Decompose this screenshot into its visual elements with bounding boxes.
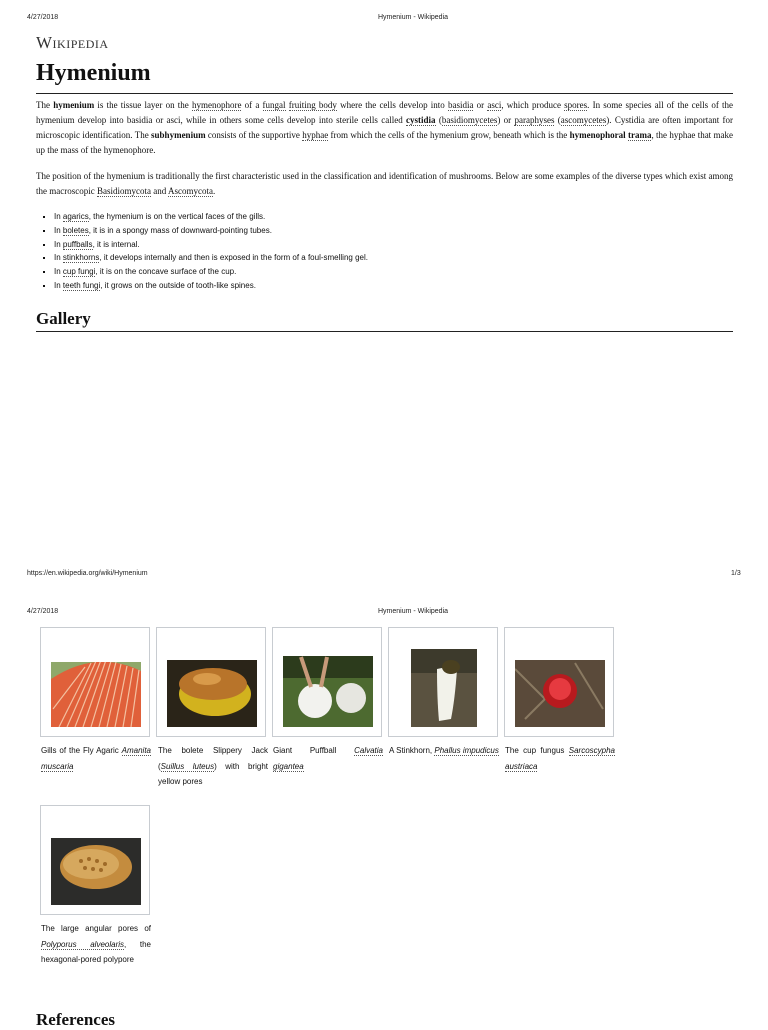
cup-fungus-image bbox=[515, 639, 605, 727]
gallery-thumb-slippery-jack[interactable] bbox=[156, 627, 266, 737]
print-page-number: 1/3 bbox=[731, 570, 741, 577]
page-title: Hymenium bbox=[36, 60, 151, 86]
print-title-2: Hymenium - Wikipedia bbox=[378, 608, 449, 615]
list-item: ▪ In cup fungi, it is on the concave surface of the cup. bbox=[54, 265, 744, 279]
link-spores[interactable]: spores bbox=[564, 100, 588, 110]
gallery-caption-3: Giant Puffball Calvatia gigantea bbox=[273, 746, 383, 771]
link-basidiomycota[interactable]: Basidiomycota bbox=[96, 186, 151, 196]
gallery-thumb-giant-puffball[interactable] bbox=[272, 627, 382, 737]
gallery-caption-6: The large angular pores of Polyporus alveolaris, the hexagonal-pored polypore bbox=[41, 924, 151, 964]
link-phallus-impudicus[interactable]: Phallus impudicus bbox=[434, 746, 499, 755]
link-cup-fungi[interactable]: cup fungi bbox=[62, 267, 96, 277]
slippery-jack-image bbox=[167, 639, 257, 727]
link-asci[interactable]: asci bbox=[487, 100, 502, 110]
gallery-thumb-cup-fungus[interactable] bbox=[504, 627, 614, 737]
print-url: https://en.wikipedia.org/wiki/Hymenium bbox=[27, 570, 148, 577]
title-rule bbox=[36, 93, 733, 94]
gallery-rule bbox=[36, 331, 733, 332]
gallery-thumb-fly-agaric[interactable] bbox=[40, 627, 150, 737]
gallery-caption-2: The bolete Slippery Jack (Suillus luteus) with bright yellow pores bbox=[158, 746, 268, 786]
wikipedia-logo[interactable]: Wikipedia bbox=[36, 33, 109, 52]
list-item: ▪ In puffballs, it is internal. bbox=[54, 238, 744, 252]
polyporus-image bbox=[51, 817, 141, 905]
gallery-caption-1: Gills of the Fly Agaric Amanita muscaria bbox=[41, 746, 151, 771]
link-boletes[interactable]: boletes bbox=[62, 225, 89, 235]
list-item: ▪ In teeth fungi, it grows on the outside of tooth-like spines. bbox=[54, 279, 744, 293]
gallery-heading: Gallery bbox=[36, 309, 91, 328]
link-polyporus-alveolaris[interactable]: Polyporus alveolaris bbox=[41, 939, 125, 949]
link-trama[interactable]: trama bbox=[627, 130, 652, 140]
link-fruiting-body[interactable]: fruiting body bbox=[288, 100, 337, 110]
list-item: ▪ In stinkhorns, it develops internally and then is exposed in the form of a foul-smelling gel. bbox=[54, 251, 744, 265]
references-heading: References bbox=[36, 1010, 115, 1029]
link-paraphyses[interactable]: paraphyses bbox=[514, 115, 555, 125]
link-sarcoscypha-austriaca[interactable]: Sarcoscypha austriaca bbox=[505, 746, 615, 771]
term-subhymenium: subhymenium bbox=[151, 130, 206, 140]
list-item: ▪ In boletes, it is in a spongy mass of downward-pointing tubes. bbox=[54, 224, 744, 238]
position-paragraph: The position of the hymenium is traditionally the first characteristic used in the classification and identification of mushrooms. Below are some examples of the diverse types which exist among the macroscopic Basidiomycota and Ascomycota. bbox=[36, 171, 733, 196]
link-basidia[interactable]: basidia bbox=[447, 100, 474, 110]
link-hymenophore[interactable]: hymenophore bbox=[191, 100, 242, 110]
gallery-thumb-stinkhorn[interactable] bbox=[388, 627, 498, 737]
fly-agaric-gills-image bbox=[51, 639, 141, 727]
term-hymenium: hymenium bbox=[53, 100, 95, 110]
link-fungal[interactable]: fungal bbox=[262, 100, 286, 110]
gallery-caption-4: A Stinkhorn, Phallus impudicus bbox=[389, 746, 499, 755]
hymenium-types-list bbox=[36, 210, 744, 293]
link-stinkhorns[interactable]: stinkhorns bbox=[62, 253, 100, 263]
term-hymenophoral: hymenophoral bbox=[569, 130, 626, 140]
stinkhorn-image bbox=[399, 639, 489, 727]
link-calvatia-gigantea[interactable]: Calvatia gigantea bbox=[273, 746, 383, 771]
link-amanita-muscaria[interactable]: Amanita muscaria bbox=[41, 746, 151, 771]
link-ascomycetes[interactable]: ascomycetes bbox=[560, 115, 607, 125]
giant-puffball-image bbox=[283, 639, 373, 727]
link-basidiomycetes[interactable]: basidiomycetes bbox=[441, 115, 498, 125]
link-puffballs[interactable]: puffballs bbox=[62, 239, 93, 249]
link-ascomycota[interactable]: Ascomycota bbox=[167, 186, 213, 196]
list-item: ▪ In agarics, the hymenium is on the vertical faces of the gills. bbox=[54, 210, 744, 224]
link-agarics[interactable]: agarics bbox=[62, 212, 89, 221]
gallery-thumb-polyporus[interactable] bbox=[40, 805, 150, 915]
intro-paragraph: The hymenium is the tissue layer on the hymenophore of a fungal fruiting body where the cells develop into basidia or asci, which produce spores. In some species all of the cells of the hymenium develop into basidia or asci, while in others some cells develop into sterile cells called cystidia (basidiomycetes) or paraphyses (ascomycetes). Cystidia are often important for microscopic identification. The subhymenium consists of the supportive hyphae from which the cells of the hymenium grow, beneath which is the hymenophoral trama, the hyphae that make up the mass of the hymenophore. bbox=[36, 100, 734, 155]
print-date: 4/27/2018 bbox=[27, 14, 59, 21]
print-title: Hymenium - Wikipedia bbox=[378, 14, 449, 21]
print-date-2: 4/27/2018 bbox=[27, 608, 59, 615]
gallery-caption-5: The cup fungus Sarcoscypha austriaca bbox=[505, 746, 615, 771]
link-hyphae[interactable]: hyphae bbox=[302, 130, 329, 140]
link-teeth-fungi[interactable]: teeth fungi bbox=[62, 280, 101, 290]
link-suillus-luteus[interactable]: Suillus luteus bbox=[160, 761, 215, 771]
link-cystidia[interactable]: cystidia bbox=[406, 115, 436, 125]
